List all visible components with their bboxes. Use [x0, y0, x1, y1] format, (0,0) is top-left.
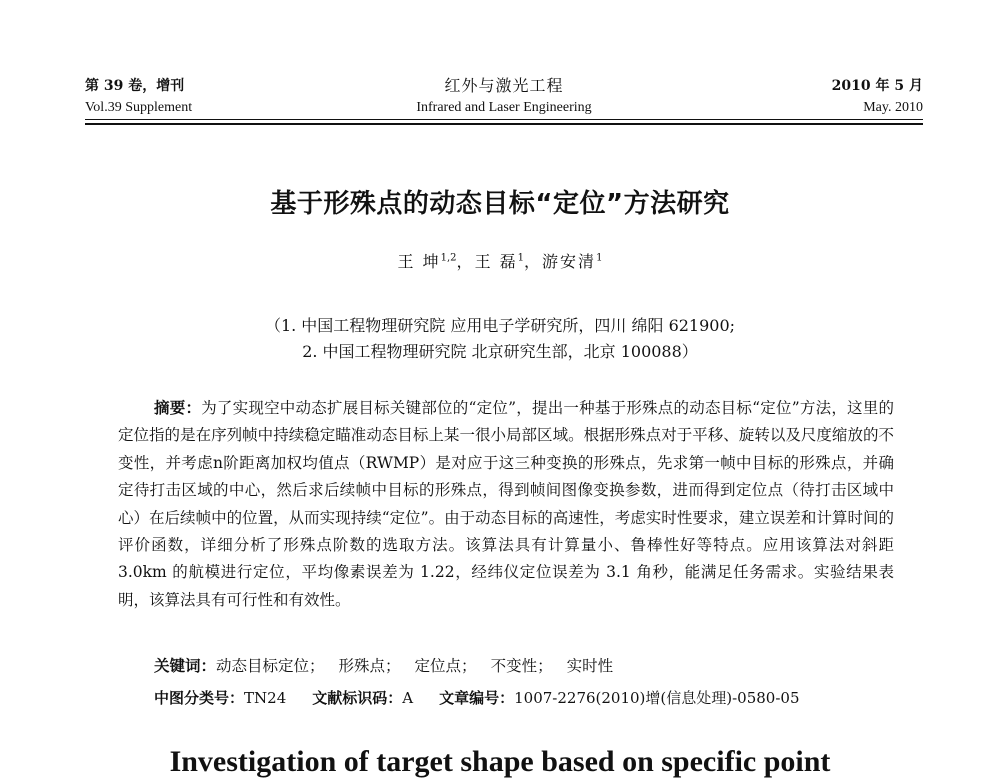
author-name: 游安清: [542, 252, 597, 271]
doc-code-label: 文献标识码：: [312, 689, 403, 707]
keyword: 动态目标定位；: [216, 657, 325, 675]
article-number-value: 1007-2276(2010)增(信息处理)-0580-05: [514, 689, 800, 707]
volume-cn: 第 39 卷，增刊: [85, 78, 185, 94]
author-list: 王 坤$^{1,2}$，王 磊$^1$，游安清$^1$: [397, 252, 603, 271]
doc-code-value: A: [402, 689, 414, 707]
journal-name-cn: 红外与激光工程: [444, 76, 564, 95]
keywords: [154, 654, 613, 676]
abstract-text: 为了实现空中动态扩展目标关键部位的“定位”，提出一种基于形殊点的动态目标“定位”方法，这里的定位指的是在序列帧中持续稳定瞄准动态目标上某一很小局部区域。根据形殊点对于平移、旋转以及尺度缩放的不变性，并考虑n阶距离加权均值点（RWMP）是对应于这三种变换的形殊点，先求第一帧中目标的形殊点，并确定待打击区域的中心，然后求后续帧中目标的形殊点，得到帧间图像变换参数，进而得到定位点（待打击区域中心）在后续帧中的位置，从而实现持续“定位”。由于动态目标的高速性，考虑实时性要求，建立误差和计算时间的评价函数，详细分析了形殊点阶数的选取方法。该算法具有计算量小、鲁棒性好等特点。应用该算法对斜距 3.0km 的航模进行定位，平均像素误差为 1.22，经纬仪定位误差为 3.1 角秒，能满足任务需求。实验结果表明，该算法具有可行性和有效性。: [118, 399, 894, 609]
affiliation-1: （1. 中国工程物理研究院 应用电子学研究所，四川 绵阳 621900;: [264, 316, 736, 335]
date-en: May. 2010: [863, 100, 923, 115]
author-name: 王 坤: [397, 252, 441, 271]
classification-line: [154, 687, 800, 708]
running-header: [85, 75, 923, 125]
header-center: [85, 75, 923, 119]
english-title: Investigation of target shape based on specific point: [169, 745, 831, 778]
journal-name-en: Infrared and Laser Engineering: [416, 100, 592, 115]
header-right: [832, 75, 923, 119]
keyword: 形殊点；: [338, 657, 401, 675]
keyword: 定位点；: [414, 657, 477, 675]
keywords-label: 关键词：: [154, 657, 217, 675]
abstract-label: 摘要：: [154, 399, 202, 417]
article-number-label: 文章编号：: [439, 689, 515, 707]
author-affiliation-mark: 1,2: [440, 252, 457, 264]
abstract: [118, 395, 894, 614]
paper-title: 基于形殊点的动态目标“定位”方法研究: [270, 189, 730, 219]
author-affiliation-mark: 1: [596, 252, 603, 264]
clc-value: TN24: [244, 689, 287, 707]
header-rule-thin: [85, 119, 923, 120]
date-cn: 2010 年 5 月: [831, 78, 923, 94]
keyword: 实时性: [566, 657, 614, 675]
header-rule-thick: [85, 123, 923, 125]
author-name: 王 磊: [474, 252, 518, 271]
affiliation-2: 2. 中国工程物理研究院 北京研究生部，北京 100088）: [302, 342, 698, 361]
keyword: 不变性；: [490, 657, 553, 675]
author-affiliation-mark: 1: [517, 252, 525, 264]
volume-en: Vol.39 Supplement: [85, 100, 193, 115]
clc-label: 中图分类号：: [154, 689, 245, 707]
